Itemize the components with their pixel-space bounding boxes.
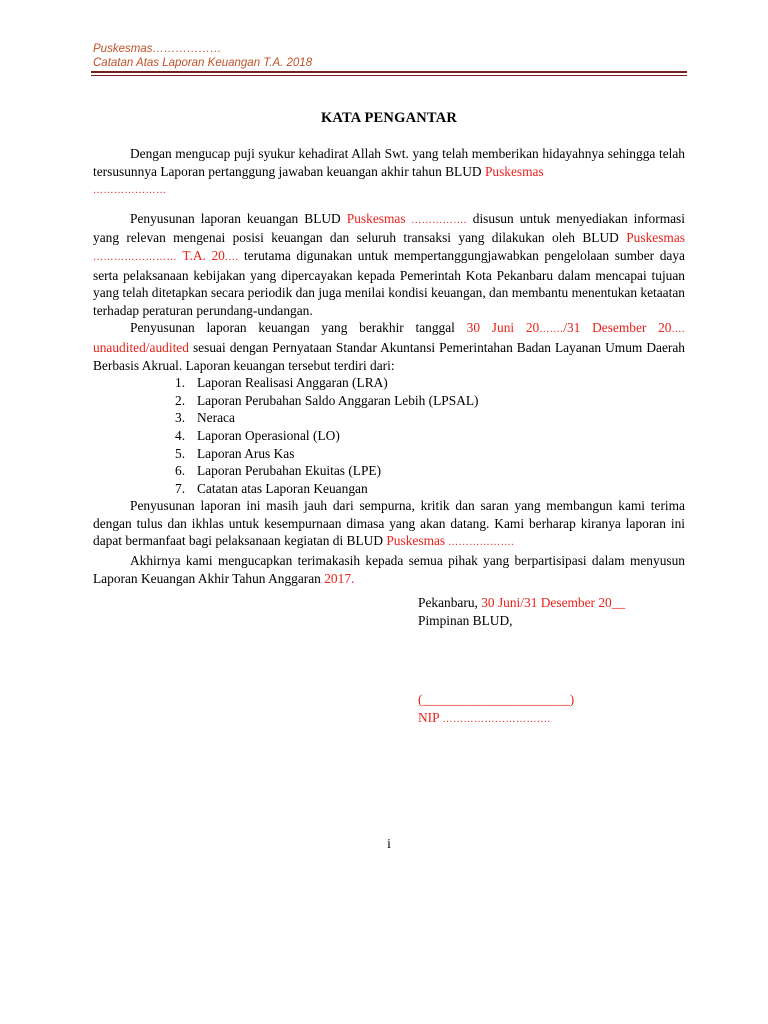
paragraph-period-text-a: Penyusunan laporan keuangan yang berakhir tanggal: [130, 320, 467, 336]
signature-nip: [418, 709, 698, 729]
list-item: [175, 445, 685, 463]
paragraph-purpose-text-c: terutama digunakan untuk mempertanggungjawabkan pengelolaan sumber daya serta pelaksanaan kebijakan yang dipercayakan kepada Pemerintah Kota Pekanbaru dalam mencapai tujuan yang telah ditetapkan secara periodik dan juga menilai kondisi keuangan, dan membantu menentukan ketaatan terhadap peraturan perundang-undangan.: [93, 247, 685, 318]
list-item-number: 2.: [175, 392, 186, 408]
page-title: KATA PENGANTAR: [320, 110, 458, 126]
puskesmas-placeholder: Puskesmas: [484, 163, 544, 179]
puskesmas-placeholder: Puskesmas: [346, 210, 406, 226]
list-item: [175, 409, 685, 427]
paragraph-purpose-text-b: disusun untuk menyediakan informasi yang relevan mengenai posisi keuangan dan seluruh transaksi yang dilakukan oleh BLUD: [93, 210, 685, 246]
list-item-label: Catatan atas Laporan Keuangan: [197, 480, 368, 496]
list-item-number: 3.: [175, 410, 186, 426]
fiscal-year-dots: ….: [224, 251, 239, 263]
nip-dots: ………………………….: [442, 713, 551, 725]
paragraph-period-text-b: sesuai dengan Pernyataan Standar Akuntansi Pemerintahan Badan Layanan Umum Daerah Berbasis Akrual. Laporan keuangan tersebut terdiri dari:: [93, 339, 685, 373]
signature-block: [418, 594, 698, 728]
puskesmas-dots: ……………….: [445, 537, 515, 549]
signature-role: Pimpinan BLUD,: [418, 612, 513, 628]
paragraph-purpose-text-a: Penyusunan laporan keuangan BLUD: [130, 210, 347, 226]
list-item-label: Laporan Perubahan Ekuitas (LPE): [197, 463, 382, 479]
list-item: [175, 374, 685, 392]
list-item-number: 5.: [175, 445, 186, 461]
audit-status-placeholder: unaudited/audited: [93, 339, 189, 355]
paragraph-feedback: [93, 497, 685, 552]
header-report-title: Catatan Atas Laporan Keuangan T.A. 2018: [93, 57, 313, 69]
document-body: [93, 145, 685, 587]
list-item-number: 4.: [175, 427, 186, 443]
header-organization: Puskesmas………………: [93, 43, 222, 55]
date-placeholder-june: 30 Juni 20: [466, 320, 540, 336]
year-placeholder: 2017.: [324, 570, 355, 586]
puskesmas-dots: …………….: [405, 214, 467, 226]
list-item-number: 7.: [175, 480, 186, 496]
puskesmas-placeholder: Puskesmas: [386, 533, 446, 549]
list-item-label: Laporan Perubahan Saldo Anggaran Lebih (LPSAL): [197, 392, 479, 408]
puskesmas-dots: ……………………: [93, 251, 177, 263]
paragraph-period: [93, 319, 685, 374]
list-item: [175, 427, 685, 445]
page-number: i: [387, 836, 391, 851]
paragraph-purpose: [93, 210, 685, 320]
list-item-label: Laporan Realisasi Anggaran (LRA): [197, 375, 388, 391]
nip-label: NIP: [418, 709, 443, 725]
list-item-number: 1.: [175, 375, 186, 391]
date-dots: …….: [539, 324, 564, 336]
date-dots: ….: [671, 324, 685, 336]
header-rule-thin: [91, 75, 687, 76]
report-list: [93, 374, 685, 497]
header-rule-thick: [91, 71, 687, 73]
paragraph-thanks: [93, 552, 685, 587]
signature-place-date: [418, 594, 698, 612]
date-placeholder-december: /31 Desember 20: [563, 320, 672, 336]
list-item-label: Laporan Operasional (LO): [197, 427, 340, 443]
list-item-label: Neraca: [197, 410, 235, 426]
signature-place: Pekanbaru,: [418, 595, 482, 610]
signature-name-blank: (______________________): [418, 692, 575, 708]
document-header: [93, 42, 693, 70]
list-item: [175, 392, 685, 410]
paragraph-thanks-text: Akhirnya kami mengucapkan terimakasih kepada semua pihak yang berpartisipasi dalam menyusun Laporan Keuangan Akhir Tahun Anggaran: [93, 553, 685, 586]
puskesmas-placeholder: Puskesmas: [626, 230, 685, 246]
signature-date-placeholder: 30 Juni/31 Desember 20__: [481, 595, 626, 610]
paragraph-feedback-text: Penyusunan laporan ini masih jauh dari sempurna, kritik dan saran yang membangun kami terima dengan tulus dan ikhlas untuk kesempurnaan dimasa yang akan datang. Kami berharap kiranya laporan ini dapat bermanfaat bagi pelaksanaan kegiatan di BLUD: [93, 498, 685, 549]
list-item-number: 6.: [175, 463, 186, 479]
fiscal-year-placeholder: T.A. 20: [177, 247, 225, 263]
paragraph-opening: [93, 145, 685, 200]
list-item-label: Laporan Arus Kas: [197, 445, 295, 461]
puskesmas-dots: …………………: [93, 185, 167, 197]
list-item: [175, 480, 685, 498]
paragraph-opening-text: Dengan mengucap puji syukur kehadirat Allah Swt. yang telah memberikan hidayahnya sehingga telah tersusunnya Laporan pertanggung jawaban keuangan akhir tahun BLUD: [93, 146, 685, 179]
list-item: [175, 462, 685, 480]
